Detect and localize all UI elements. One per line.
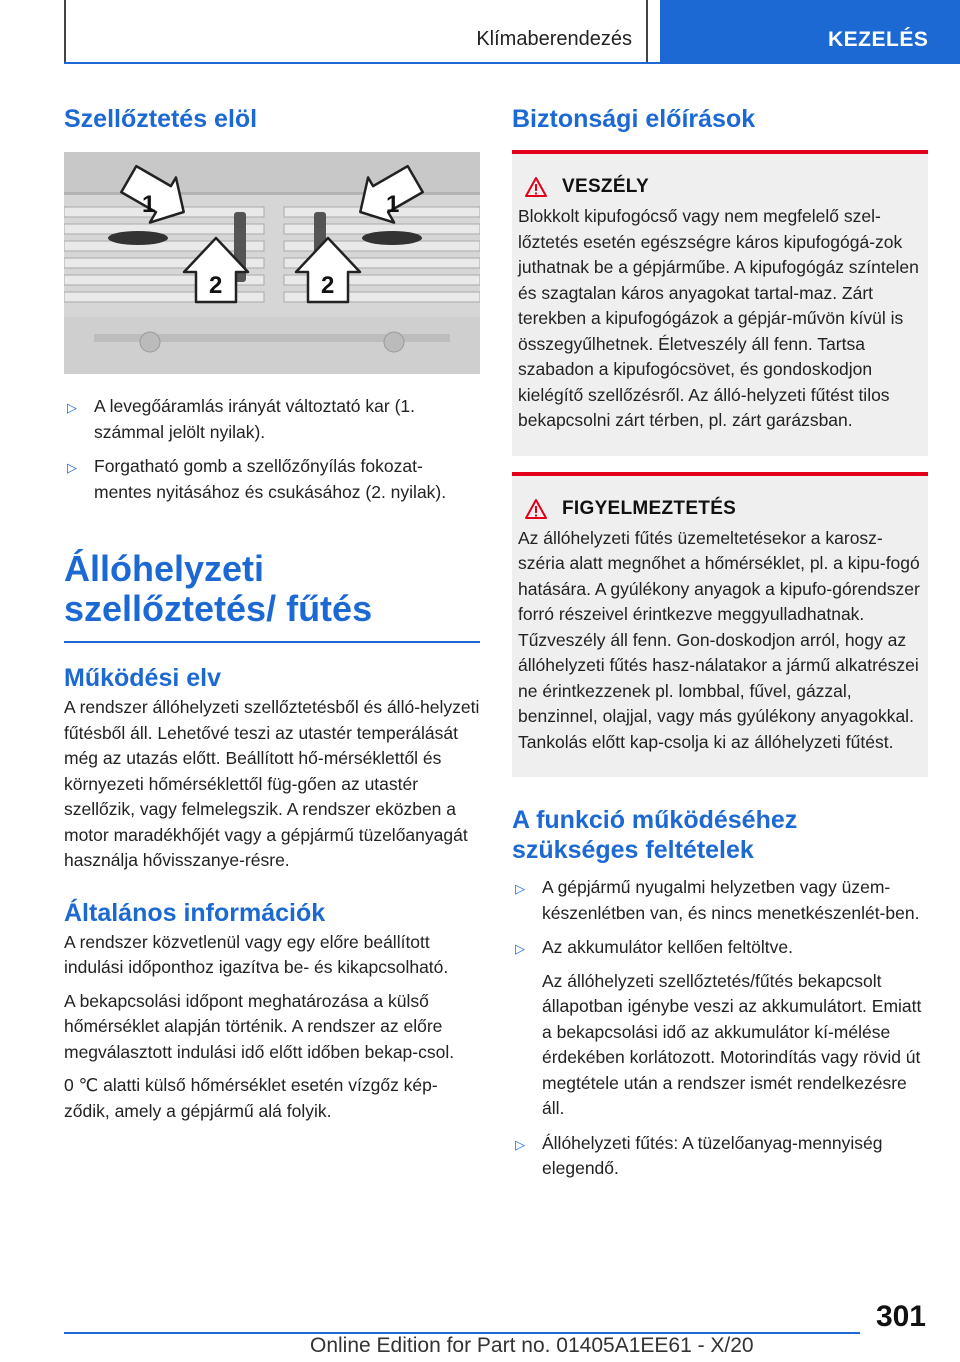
list-item-text: A gépjármű nyugalmi helyzetben vagy üzem-készenlétben van, és nincs menetkészenlét-ben. — [542, 877, 920, 923]
header-section-title: Klímaberendezés — [476, 28, 632, 50]
list-item — [512, 875, 928, 926]
header-section-tab — [64, 0, 648, 64]
principle-text: A rendszer állóhelyzeti szellőztetésből és álló-helyzeti fűtésből áll. Lehetővé teszi az utastér temperálását még az utazás előtt. Beállított hő-mérséklettől és környezeti hőmérséklettől füg-gően az utastér szellőzik, vagy felmelegszik. A rendszer eközben a motor maradékhőjét vagy a gépjármű tüzelőanyagát használja hővisszanye-résre. — [64, 697, 480, 870]
callout-2-right: 2 — [321, 272, 335, 299]
right-column — [512, 100, 928, 1182]
callout-2-left: 2 — [209, 272, 223, 299]
bullet-triangle-icon: ▷ — [67, 400, 77, 415]
header-chapter-title: KEZELÉS — [828, 28, 929, 51]
bullet-triangle-icon: ▷ — [67, 460, 77, 475]
callout-1-right: 1 — [386, 191, 400, 218]
warning-text: Az állóhelyzeti fűtés üzemeltetésekor a karosz-széria alatt megnőhet a hőmérséklet, pl. a kipu-fogó hatására. A gyúlékony anyagok a kipufo-górendszer forró részeivel érintkezve meggyulladhatnak. Tűzveszély áll fenn. Gon-doskodjon arról, hogy az állóhelyzeti fűtés hasz-nálatakor a jármű alkatrészei ne érintkezzenek pl. lombbal, fűvel, gázzal, benzinnel, olajjal, vagy más gyúlékony anyagokkal. Tankolás előtt kap-csolja ki az állóhelyzeti fűtést. — [518, 527, 920, 752]
list-item-text: Állóhelyzeti fűtés: A tüzelőanyag-mennyiség elegendő. — [542, 1132, 883, 1178]
principle-heading: Működési elv — [64, 664, 221, 692]
conditions-heading: A funkció működéséhez szükséges feltételek — [512, 806, 798, 864]
list-item-detail: Az állóhelyzeti szellőztetés/fűtés bekapcsolt állapotban igénybe veszi az akkumulátort. Emiatt a bekapcsolási idő az akkumulátor kí-mélése érdekében korlátozott. Motorindítás vagy rövid út megtétele után a rendszer ismét rendelkezésre áll. — [542, 970, 922, 1118]
warning-box — [512, 472, 928, 778]
bullet-triangle-icon: ▷ — [515, 1136, 525, 1152]
main-heading-rule — [64, 641, 480, 643]
callout-1-left: 1 — [142, 191, 156, 218]
vent-bullets — [64, 394, 480, 505]
bullet-triangle-icon: ▷ — [515, 941, 525, 956]
danger-title — [524, 176, 920, 198]
list-item-text: Az akkumulátor kellően feltöltve. — [542, 937, 793, 957]
list-item-text: A levegőáramlás irányát változtató kar (1. számmal jelölt nyilak). — [94, 396, 415, 442]
warning-triangle-icon — [524, 176, 548, 198]
list-item — [512, 1131, 928, 1182]
conditions-list — [512, 875, 928, 1182]
danger-box — [512, 150, 928, 456]
list-item — [64, 454, 480, 505]
left-column — [64, 100, 480, 1124]
dashboard-vents-illustration — [64, 152, 480, 374]
list-item — [64, 394, 480, 445]
warning-title — [524, 498, 920, 520]
bullet-triangle-icon: ▷ — [515, 881, 525, 896]
page-number: 301 — [875, 1300, 926, 1333]
warning-triangle-icon — [524, 498, 548, 520]
main-heading: Állóhelyzeti szellőztetés/ fűtés — [64, 548, 373, 629]
header-chapter-tab — [660, 0, 960, 64]
general-paragraph-2: A bekapcsolási időpont meghatározása a külső hőmérséklet alapján történik. A rendszer az előre megválasztott indulási idő előtt időben bekap-csol. — [64, 990, 455, 1062]
list-item-text: Forgatható gomb a szellőzőnyílás fokozat-mentes nyitásához és csukásához (2. nyilak). — [94, 456, 447, 502]
list-item — [512, 935, 928, 1122]
danger-label: VESZÉLY — [562, 176, 649, 197]
warning-label: FIGYELMEZTETÉS — [562, 497, 737, 519]
danger-text: Blokkolt kipufogócső vagy nem megfelelő szel-lőztetés esetén egészségre káros kipufogógá-zok juthatnak be a gépjárműbe. A kipufogógáz színtelen és szagtalan káros anyagokat tartal-maz. Zárt terekben a kipufogógázok a gépjár-művön kívül is összegyűlhetnek. Életveszély áll fenn. Tartsa szabadon a kipufogócsövet, és gondoskodjon kielégítő szellőzésről. Az álló-helyzeti fűtést tilos bekapcsolni zárt térben, pl. zárt garázsban. — [518, 206, 919, 430]
general-heading: Általános információk — [64, 898, 326, 927]
safety-heading: Biztonsági előírások — [512, 105, 756, 133]
footer-edition: Online Edition for Part no. 01405A1EE61 - X/20 — [310, 1334, 754, 1357]
general-paragraph-3: 0 ℃ alatti külső hőmérséklet esetén vízgőz kép-ződik, amely a gépjármű alá folyik. — [64, 1075, 438, 1121]
header-rule — [64, 62, 960, 64]
general-paragraph-1: A rendszer közvetlenül vagy egy előre beállított indulási időponthoz igazítva be- és kikapcsolható. — [64, 931, 449, 977]
vent-heading: Szellőztetés elöl — [64, 105, 258, 133]
vent-figure — [64, 152, 480, 374]
